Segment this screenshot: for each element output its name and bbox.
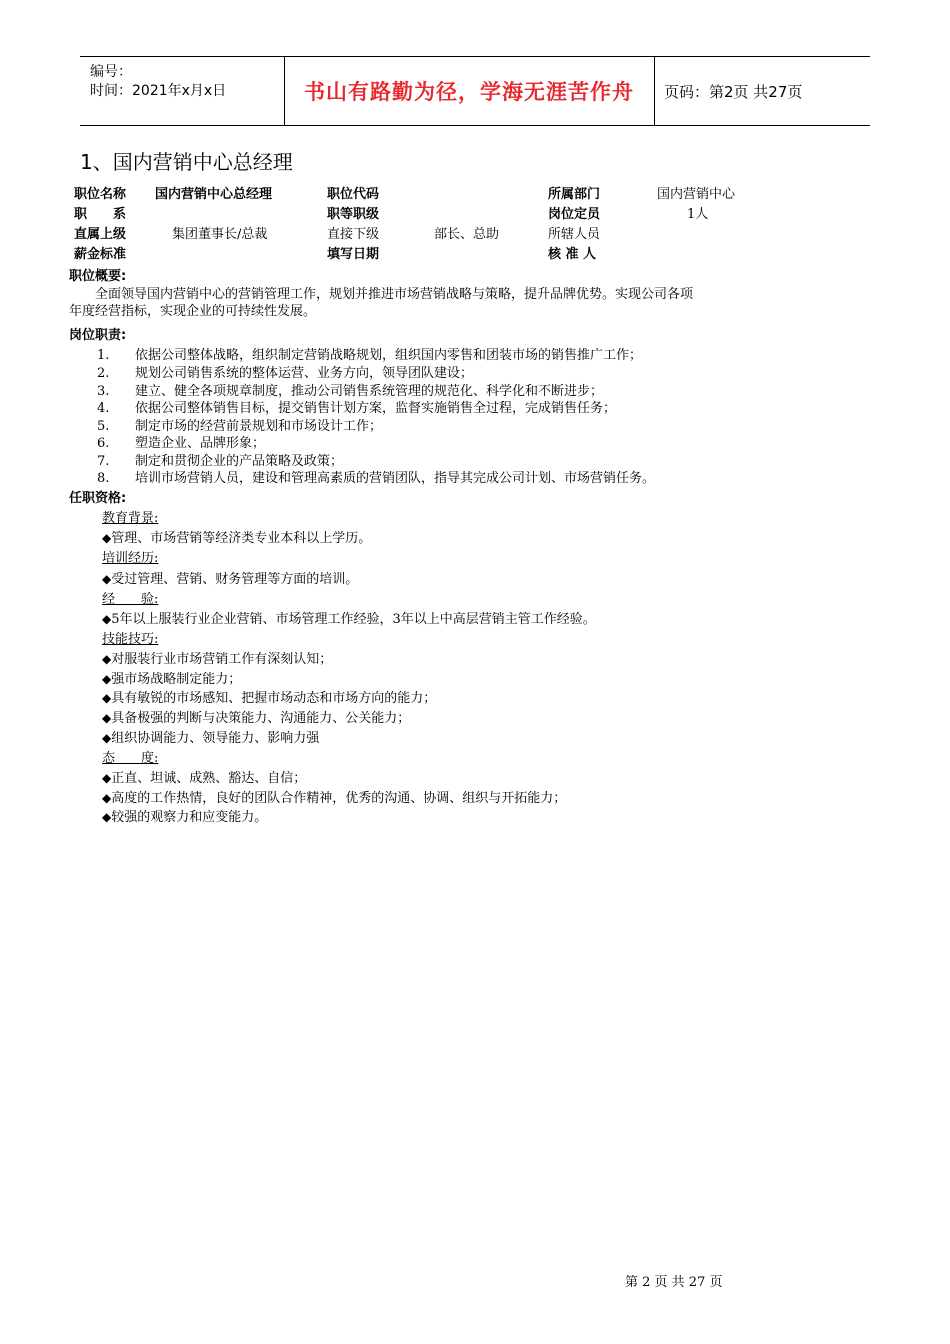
list-item: ◆管理、市场营销等经济类专业本科以上学历。 (102, 531, 372, 546)
page-header (80, 56, 870, 126)
diamond-bullet-icon: ◆ (102, 810, 112, 824)
list-item: 7. 制定和贯彻企业的产品策略及政策； (97, 454, 344, 469)
field-label-salary: 薪金标准 (74, 247, 127, 262)
field-value-department: 国内营销中心 (657, 187, 736, 202)
duties-heading: 岗位职责: (69, 328, 127, 343)
field-label-job-family: 职 系 (74, 207, 127, 222)
field-label-approver: 核 准 人 (548, 247, 597, 262)
list-item: 3. 建立、健全各项规章制度，推动公司销售系统管理的规范化、科学化和不断进步； (97, 384, 604, 399)
field-label-position-code: 职位代码 (327, 187, 380, 202)
list-item: ◆较强的观察力和应变能力。 (102, 810, 268, 825)
list-item: 1. 依据公司整体战略，组织制定营销战略规划，组织国内零售和团装市场的销售推广工作； (97, 348, 643, 363)
list-item: 6. 塑造企业、品牌形象； (97, 436, 266, 451)
list-item: ◆受过管理、营销、财务管理等方面的培训。 (102, 572, 359, 587)
overview-heading: 职位概要: (69, 269, 127, 284)
header-meta (80, 57, 285, 125)
field-value-headcount: 1人 (687, 207, 709, 222)
education-subheading: 教育背景: (102, 511, 159, 526)
field-value-subordinates: 部长、总助 (434, 227, 500, 242)
header-page-number: 页码：第2页 共27页 (664, 82, 803, 101)
list-item: 4. 依据公司整体销售目标，提交销售计划方案，监督实施销售全过程，完成销售任务； (97, 401, 617, 416)
list-item: ◆对服装行业市场营销工作有深刻认知； (102, 652, 333, 667)
list-item: ◆5年以上服装行业企业营销、市场管理工作经验，3年以上中高层营销主管工作经验。 (102, 612, 596, 627)
diamond-bullet-icon: ◆ (102, 672, 112, 686)
page-title: 1、国内营销中心总经理 (80, 150, 293, 174)
diamond-bullet-icon: ◆ (102, 771, 112, 785)
diamond-bullet-icon: ◆ (102, 572, 112, 586)
header-motto: 书山有路勤为径，学海无涯苦作舟 (284, 57, 655, 125)
field-label-grade: 职等职级 (327, 207, 380, 222)
experience-subheading: 经 验: (102, 592, 159, 607)
overview-line-2: 年度经营指标，实现企业的可持续性发展。 (69, 304, 317, 319)
field-value-supervisor: 集团董事长/总裁 (172, 227, 268, 242)
list-item: ◆正直、坦诚、成熟、豁达、自信； (102, 771, 307, 786)
field-label-supervisor: 直属上级 (74, 227, 127, 242)
field-label-position-name: 职位名称 (74, 187, 127, 202)
field-label-staff: 所辖人员 (548, 227, 601, 242)
field-label-fill-date: 填写日期 (327, 247, 380, 262)
list-item: ◆具备极强的判断与决策能力、沟通能力、公关能力； (102, 711, 411, 726)
field-label-department: 所属部门 (548, 187, 601, 202)
skills-subheading: 技能技巧: (102, 632, 159, 647)
overview-text (69, 286, 769, 320)
field-label-subordinates: 直接下级 (327, 227, 380, 242)
list-item: ◆具有敏锐的市场感知、把握市场动态和市场方向的能力； (102, 691, 437, 706)
attitude-subheading: 态 度: (102, 751, 159, 766)
list-item: 2. 规划公司销售系统的整体运营、业务方向，领导团队建设； (97, 366, 474, 381)
document-time-label: 时间：2021年x月x日 (90, 83, 227, 99)
page-footer: 第 2 页 共 27 页 (625, 1275, 723, 1290)
diamond-bullet-icon: ◆ (102, 531, 112, 545)
list-item: ◆高度的工作热情，良好的团队合作精神，优秀的沟通、协调、组织与开拓能力； (102, 791, 567, 806)
overview-line-1: 全面领导国内营销中心的营销管理工作，规划并推进市场营销战略与策略，提升品牌优势。实现公司各项 (69, 287, 694, 302)
field-value-position-name: 国内营销中心总经理 (155, 187, 273, 202)
list-item: ◆组织协调能力、领导能力、影响力强 (102, 731, 320, 746)
document-number-label: 编号： (90, 64, 132, 80)
training-subheading: 培训经历: (102, 551, 159, 566)
diamond-bullet-icon: ◆ (102, 612, 112, 626)
list-item: 5. 制定市场的经营前景规划和市场设计工作； (97, 419, 383, 434)
diamond-bullet-icon: ◆ (102, 652, 112, 666)
qualifications-heading: 任职资格: (69, 491, 127, 506)
field-label-headcount: 岗位定员 (548, 207, 601, 222)
list-item: 8. 培训市场营销人员，建设和管理高素质的营销团队，指导其完成公司计划、市场营销任务。 (97, 471, 656, 486)
diamond-bullet-icon: ◆ (102, 791, 112, 805)
diamond-bullet-icon: ◆ (102, 691, 112, 705)
diamond-bullet-icon: ◆ (102, 731, 112, 745)
list-item: ◆强市场战略制定能力； (102, 672, 242, 687)
diamond-bullet-icon: ◆ (102, 711, 112, 725)
